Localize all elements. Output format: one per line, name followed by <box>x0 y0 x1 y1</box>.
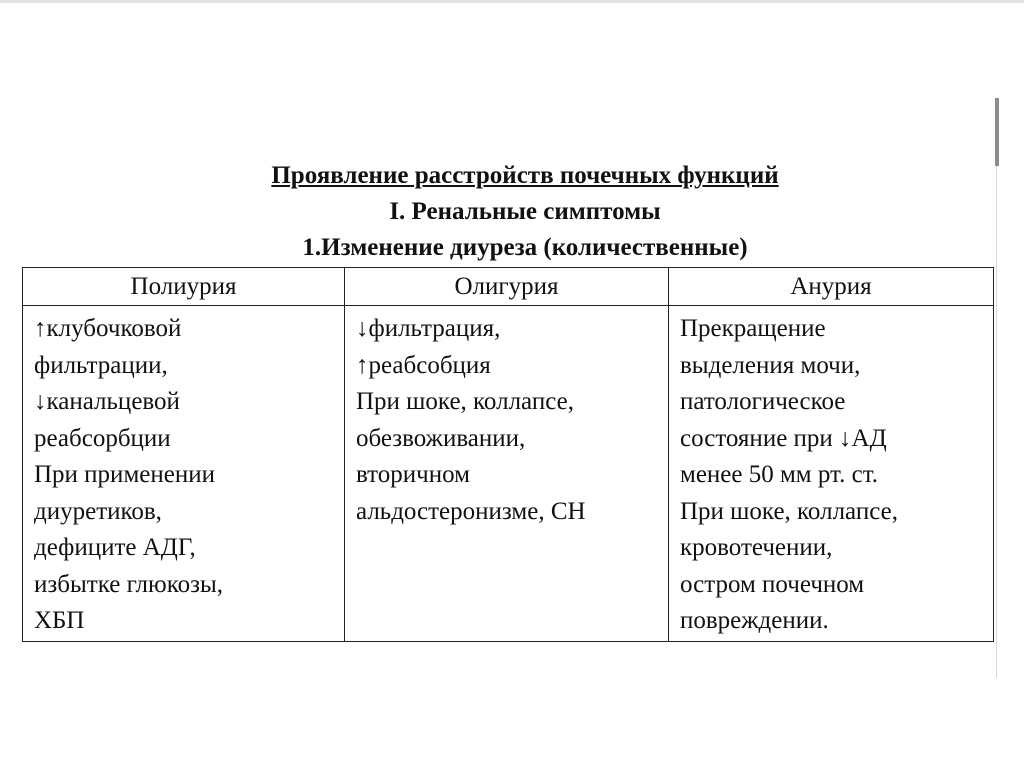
page-title: Проявление расстройств почечных функций <box>271 162 779 189</box>
heading-block <box>20 158 1024 266</box>
slide-right-edge <box>995 98 999 166</box>
cell-line: Прекращение <box>680 315 826 342</box>
cell-line: альдостеронизме, СН <box>356 497 586 525</box>
cell-line: остром почечном <box>680 570 865 598</box>
cell-line: ХБП <box>34 607 85 634</box>
cell-line: избытке глюкозы, <box>34 570 224 598</box>
cell-line: менее 50 мм рт. ст. <box>680 461 878 488</box>
cell-line: диуретиков, <box>34 497 162 525</box>
cell-line: При шоке, коллапсе, <box>680 497 898 525</box>
page-subtitle: I. Ренальные симптомы <box>389 198 661 225</box>
diuresis-table <box>22 267 994 642</box>
cell-line: ↑клубочковой <box>34 315 182 342</box>
cell-line: При применении <box>34 461 215 488</box>
cell-line: кровотечении, <box>680 534 833 561</box>
header-oliguria: Олигурия <box>345 268 669 306</box>
cell-line: вторичном <box>356 461 470 488</box>
header-polyuria: Полиурия <box>23 268 345 306</box>
cell-line: выделения мочи, <box>680 351 861 379</box>
cell-line: дефиците АДГ, <box>34 534 196 561</box>
table-row <box>23 306 994 642</box>
cell-line: ↓фильтрация, <box>356 315 501 342</box>
header-anuria: Анурия <box>669 268 994 306</box>
cell-line: повреждении. <box>680 607 829 634</box>
section-title: 1.Изменение диуреза (количественные) <box>302 234 748 261</box>
cell-line: обезвоживании, <box>356 424 526 452</box>
cell-line: ↑реабсобция <box>356 351 491 379</box>
table-header-row <box>23 268 994 306</box>
cell-line: реабсорбции <box>34 424 171 452</box>
slide-top-edge <box>0 0 1024 3</box>
cell-line: фильтрации, <box>34 351 168 379</box>
cell-anuria <box>669 306 994 642</box>
cell-oliguria <box>345 306 669 642</box>
cell-line: патологическое <box>680 388 846 415</box>
cell-polyuria <box>23 306 345 642</box>
cell-line: ↓канальцевой <box>34 388 180 415</box>
cell-line: При шоке, коллапсе, <box>356 388 574 415</box>
cell-line: состояние при ↓АД <box>680 424 887 452</box>
